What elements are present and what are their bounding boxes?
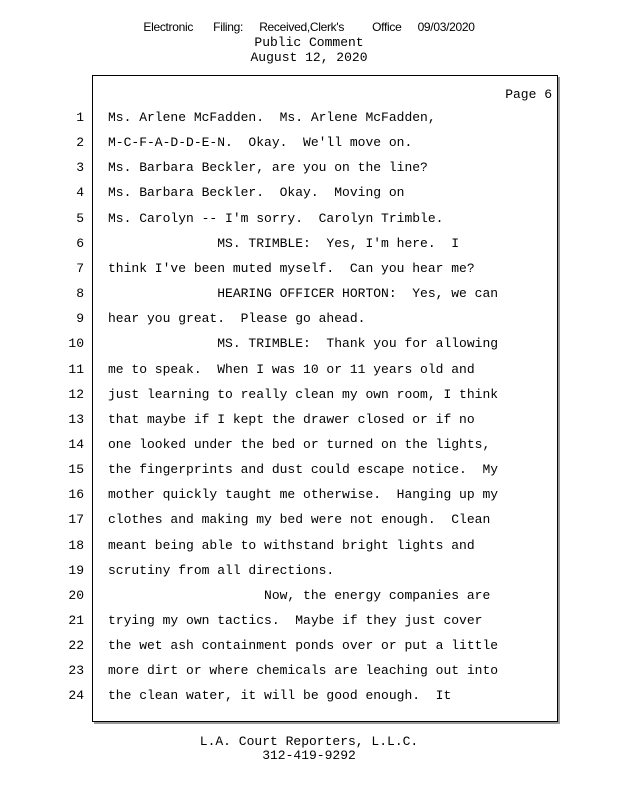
transcript-line: Now, the energy companies are bbox=[108, 588, 491, 603]
line-number: 16 bbox=[68, 487, 84, 502]
line-number: 10 bbox=[68, 336, 84, 351]
line-number: 3 bbox=[76, 160, 84, 175]
line-number: 17 bbox=[68, 512, 84, 527]
line-number: 18 bbox=[68, 538, 84, 553]
reporter-company: L.A. Court Reporters, L.L.C. bbox=[199, 734, 419, 749]
transcript-line: mother quickly taught me otherwise. Hanging up my bbox=[108, 487, 499, 502]
line-number: 20 bbox=[68, 588, 84, 603]
transcript-line: think I've been muted myself. Can you hear me? bbox=[108, 261, 475, 276]
line-number: 6 bbox=[76, 236, 84, 251]
transcript-line: meant being able to withstand bright lights and bbox=[108, 538, 475, 553]
transcript-line: hear you great. Please go ahead. bbox=[108, 311, 366, 326]
filing-stamp-filing: Filing: bbox=[213, 20, 244, 34]
transcript-line: Ms. Carolyn -- I'm sorry. Carolyn Trimble. bbox=[108, 211, 444, 226]
transcript-line: scrutiny from all directions. bbox=[108, 563, 335, 578]
line-number: 23 bbox=[68, 663, 84, 678]
filing-stamp-date: 09/03/2020 bbox=[417, 20, 475, 34]
document-title: Public Comment bbox=[254, 35, 364, 50]
line-number: 19 bbox=[68, 563, 84, 578]
transcript-line: Ms. Arlene McFadden. Ms. Arlene McFadden, bbox=[108, 110, 436, 125]
transcript-line: the clean water, it will be good enough. It bbox=[108, 688, 452, 703]
transcript-line: that maybe if I kept the drawer closed or if no bbox=[108, 412, 475, 427]
line-number: 11 bbox=[68, 362, 84, 377]
line-number: 14 bbox=[68, 437, 84, 452]
line-number: 4 bbox=[76, 185, 84, 200]
transcript-line: me to speak. When I was 10 or 11 years old and bbox=[108, 362, 475, 377]
transcript-line: MS. TRIMBLE: Thank you for allowing bbox=[108, 336, 499, 351]
transcript-line: clothes and making my bed were not enough. Clean bbox=[108, 512, 491, 527]
filing-stamp-received: Received,Clerk's bbox=[259, 20, 345, 34]
document-date: August 12, 2020 bbox=[250, 50, 368, 65]
transcript-line: Ms. Barbara Beckler, are you on the line? bbox=[108, 160, 428, 175]
transcript-line: more dirt or where chemicals are leaching out into bbox=[108, 663, 499, 678]
transcript-line: Ms. Barbara Beckler. Okay. Moving on bbox=[108, 185, 405, 200]
transcript-line: one looked under the bed or turned on the lights, bbox=[108, 437, 491, 452]
transcript-line: MS. TRIMBLE: Yes, I'm here. I bbox=[108, 236, 460, 251]
reporter-phone: 312-419-9292 bbox=[262, 748, 356, 763]
line-number: 21 bbox=[68, 613, 84, 628]
line-number: 9 bbox=[76, 311, 84, 326]
line-number: 13 bbox=[68, 412, 84, 427]
transcript-line: M-C-F-A-D-D-E-N. Okay. We'll move on. bbox=[108, 135, 413, 150]
transcript-line: the wet ash containment ponds over or put a little bbox=[108, 638, 499, 653]
page-number: Page 6 bbox=[505, 87, 552, 102]
transcript-line: the fingerprints and dust could escape notice. My bbox=[108, 462, 499, 477]
line-number: 1 bbox=[76, 110, 84, 125]
filing-stamp-office: Office bbox=[372, 20, 402, 34]
line-number: 5 bbox=[76, 211, 84, 226]
line-number: 12 bbox=[68, 387, 84, 402]
line-number: 8 bbox=[76, 286, 84, 301]
line-number: 2 bbox=[76, 135, 84, 150]
filing-stamp-electronic: Electronic bbox=[143, 20, 194, 34]
line-number: 22 bbox=[68, 638, 84, 653]
transcript-line: HEARING OFFICER HORTON: Yes, we can bbox=[108, 286, 499, 301]
transcript-line: just learning to really clean my own room, I think bbox=[108, 387, 499, 402]
line-number: 7 bbox=[76, 261, 84, 276]
transcript-line: trying my own tactics. Maybe if they just cover bbox=[108, 613, 483, 628]
line-number: 15 bbox=[68, 462, 84, 477]
filing-stamp bbox=[0, 20, 618, 34]
line-number: 24 bbox=[68, 688, 84, 703]
